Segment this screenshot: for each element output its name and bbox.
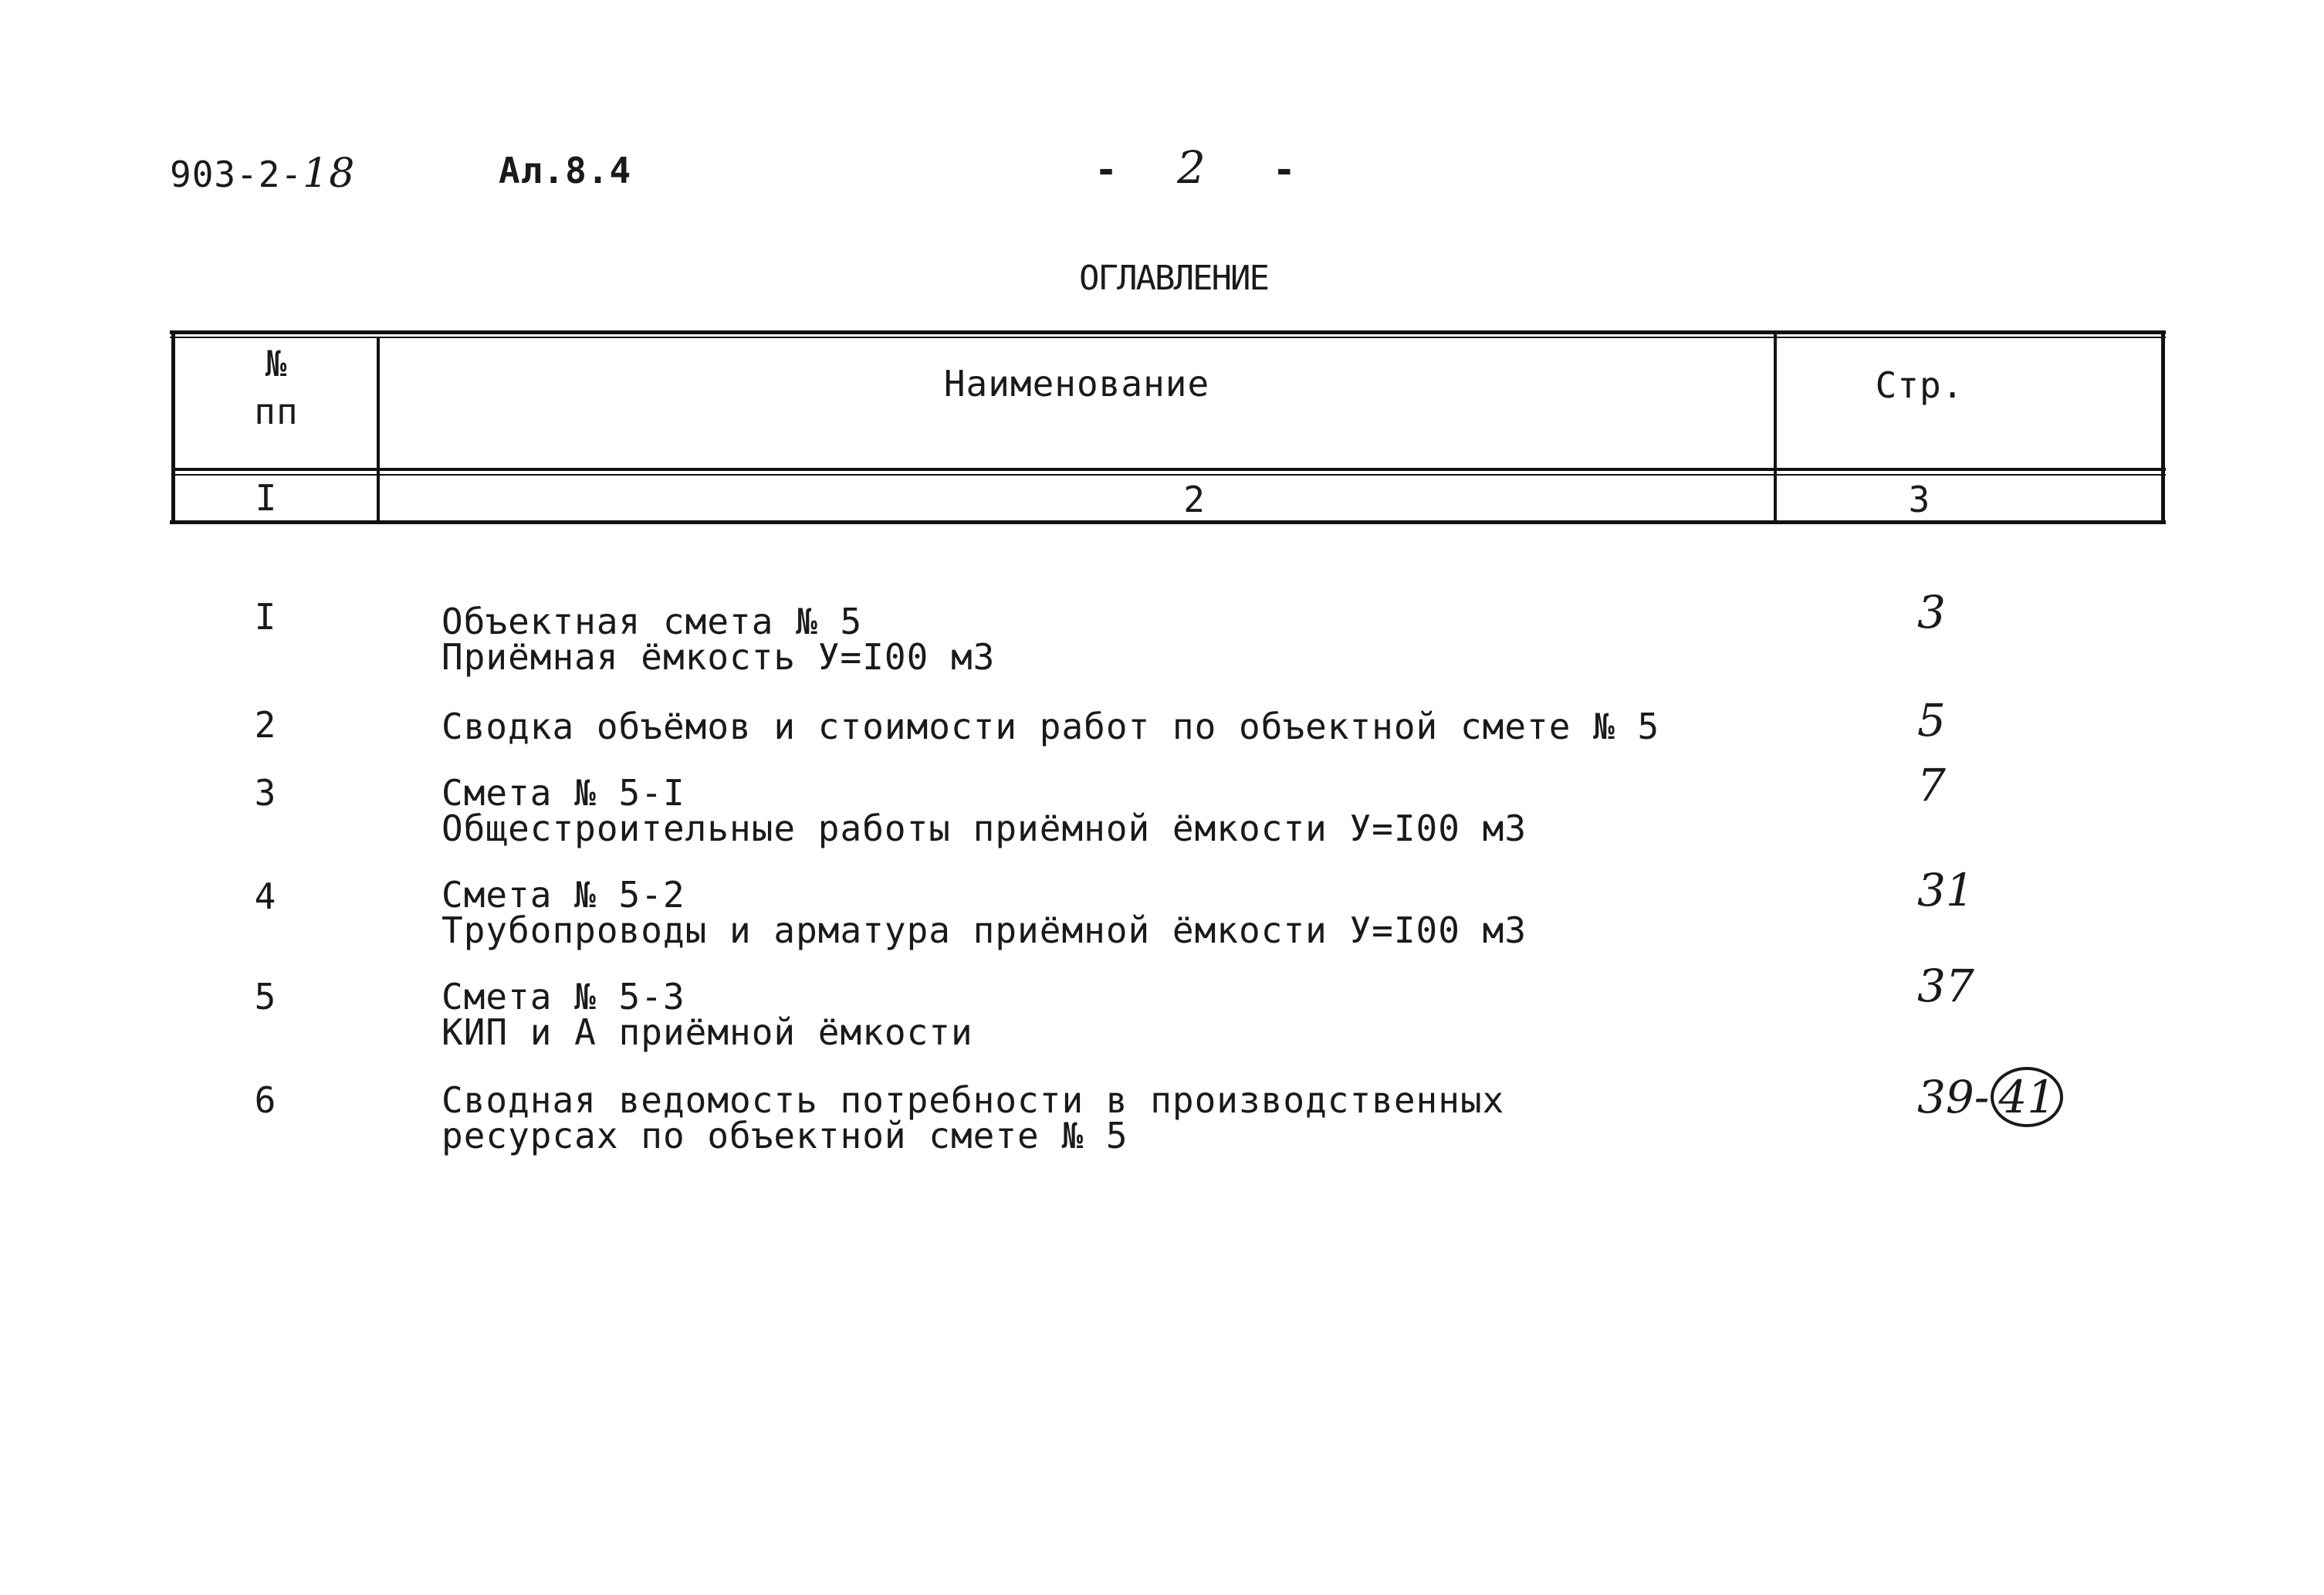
column-header-name: Наименование: [943, 363, 1210, 405]
entry-line-2: Общестроительные работы приёмной ёмкости У=I00 м3: [441, 808, 1527, 849]
table-rule-top-inner: [170, 337, 2166, 338]
entry-line-1: Смета № 5-2: [441, 874, 685, 916]
table-rule-middle-inner: [173, 474, 2166, 476]
entry-line-1: Объектная смета № 5: [441, 601, 863, 642]
column-index-num: I: [255, 477, 278, 519]
entry-page-start: 39-: [1917, 1071, 1990, 1123]
page-title: ОГЛАВЛЕНИЕ: [1079, 259, 1268, 298]
column-header-page: Стр.: [1875, 364, 1964, 406]
column-header-num-label: №: [265, 343, 288, 384]
column-header-num: [178, 343, 375, 432]
entry-page: [1917, 1067, 2063, 1127]
table-rule-middle: [173, 468, 2166, 471]
entry-page: 37: [1917, 960, 1974, 1012]
entry-line-1: Сводка объёмов и стоимости работ по объектной смете № 5: [441, 706, 1660, 747]
column-header-num-sub: пп: [254, 391, 299, 432]
page-number-value: 2: [1176, 141, 1206, 194]
entry-line-2: ресурсах по объектной смете № 5: [441, 1115, 1128, 1156]
entry-number: I: [254, 596, 277, 638]
entry-title: [441, 874, 1527, 951]
entry-page: 31: [1917, 864, 1974, 916]
entry-title: [441, 772, 1527, 849]
table-rule-right: [2161, 330, 2165, 524]
sheet-reference: Ал.8.4: [499, 150, 632, 191]
entry-line-2: Трубопроводы и арматура приёмной ёмкости У=I00 м3: [441, 909, 1527, 951]
entry-line-1: Сводная ведомость потребности в производственных: [441, 1079, 1505, 1121]
entry-number: 4: [254, 875, 277, 917]
entry-line-2: КИП и А приёмной ёмкости: [441, 1011, 973, 1053]
entry-title: [441, 976, 973, 1053]
entry-line-1: Смета № 5-I: [441, 772, 685, 814]
entry-number: 5: [254, 976, 277, 1018]
column-index-page: 3: [1908, 479, 1931, 520]
page-dash-right: -: [1272, 147, 1296, 192]
entry-title: [441, 1079, 1505, 1156]
entry-line-1: Смета № 5-3: [441, 976, 685, 1018]
document-code-prefix: 903-2-: [170, 154, 303, 195]
entry-title: [441, 601, 996, 678]
column-index-name: 2: [1183, 479, 1206, 520]
entry-page: 3: [1917, 586, 1946, 638]
entry-number: 3: [254, 772, 277, 814]
document-code-handwritten: 18: [303, 151, 356, 197]
document-code: [170, 151, 355, 196]
table-rule-left: [171, 330, 175, 524]
page-number: [1094, 141, 1296, 194]
entry-number: 6: [254, 1079, 277, 1121]
entry-number: 2: [254, 704, 277, 746]
entry-title: [441, 706, 1660, 747]
entry-page-end-circled: 41: [1991, 1067, 2063, 1127]
entry-page: 7: [1917, 759, 1946, 811]
entry-page: 5: [1917, 694, 1946, 747]
table-rule-top: [170, 330, 2166, 334]
page-dash-left: -: [1094, 147, 1118, 192]
entry-line-2: Приёмная ёмкость У=I00 м3: [441, 636, 996, 678]
table-rule-bottom: [170, 520, 2166, 524]
